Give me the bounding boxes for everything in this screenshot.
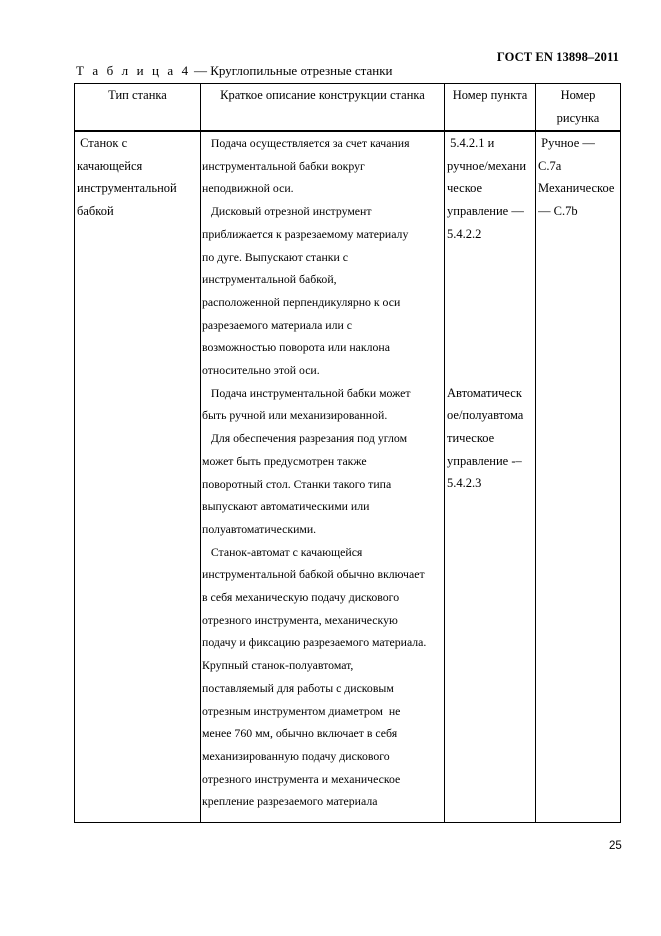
description-line: отрезного инструмента и механическое	[202, 771, 401, 786]
cell-figure-numbers	[536, 131, 621, 823]
description-line: может быть предусмотрен также	[202, 453, 367, 468]
figure-line: С.7а	[538, 158, 562, 173]
table-row	[75, 131, 621, 823]
clause-gap	[447, 246, 535, 382]
description-line: относительно этой оси.	[202, 363, 320, 378]
description-line: разрезаемого материала или с	[202, 317, 352, 332]
cell-description	[201, 131, 445, 823]
description-line: возможностью поворота или наклона	[202, 340, 390, 355]
table-label: Т а б л и ц а 4	[76, 63, 191, 78]
description-line: Для обеспечения разрезания под углом	[202, 431, 408, 446]
description-line: крепление разрезаемого материала	[202, 794, 378, 809]
description-line: Подача осуществляется за счет качания	[202, 136, 410, 150]
cell-clause-numbers	[445, 131, 536, 823]
description-line: инструментальной бабки вокруг	[202, 158, 365, 173]
table-header-row	[75, 84, 621, 132]
figure-line: Ручное —	[538, 136, 595, 150]
clause-line: Автоматическ	[447, 385, 522, 400]
type-line: качающейся	[77, 158, 143, 173]
type-line: инструментальной	[77, 181, 177, 196]
description-line: приближается к разрезаемому материалу	[202, 226, 409, 241]
page-number: 25	[609, 840, 622, 852]
figure-header-line: Номер	[560, 88, 596, 102]
column-header-clause: Номер пункта	[445, 84, 536, 132]
description-line: механизированную подачу дискового	[202, 748, 390, 763]
table-caption	[76, 63, 393, 79]
column-header-type: Тип станка	[75, 84, 201, 132]
machines-table	[74, 83, 621, 823]
description-line: в себя механическую подачу дискового	[202, 590, 400, 605]
caption-separator: —	[190, 63, 211, 78]
description-line: отрезного инструмента, механическую	[202, 612, 398, 627]
document-code: ГОСТ EN 13898–2011	[496, 50, 619, 64]
clause-line: ческое	[447, 181, 483, 196]
clause-line: ручное/механи	[447, 158, 527, 173]
description-line: неподвижной оси.	[202, 181, 294, 196]
figure-line: — С.7b	[538, 204, 578, 219]
clause-line: ое/полуавтома	[447, 408, 524, 423]
description-line: менее 760 мм, обычно включает в себя	[202, 726, 398, 741]
figure-header-line: рисунка	[556, 110, 600, 125]
description-line: отрезным инструментом диаметром не	[202, 703, 401, 718]
clause-line: 5.4.2.1 и	[447, 136, 495, 150]
cell-machine-type	[75, 131, 201, 823]
description-line: полуавтоматическими.	[202, 521, 317, 536]
description-line: быть ручной или механизированной.	[202, 408, 388, 423]
clause-line: управление —	[447, 204, 524, 219]
clause-line: управление -–	[447, 453, 522, 468]
description-line: подачу и фиксацию разрезаемого материала.	[202, 635, 427, 650]
clause-line: 5.4.2.2	[447, 226, 482, 241]
description-line: Дисковый отрезной инструмент	[202, 204, 372, 219]
clause-line: 5.4.2.3	[447, 476, 482, 491]
description-line: инструментальной бабкой обычно включает	[202, 567, 425, 582]
clause-line: тическое	[447, 430, 495, 445]
description-line: инструментальной бабкой,	[202, 272, 337, 287]
description-line: Подача инструментальной бабки может	[202, 385, 411, 400]
description-line: расположенной перпендикулярно к оси	[202, 294, 401, 309]
description-line: поворотный стол. Станки такого типа	[202, 476, 392, 491]
description-line: по дуге. Выпускают станки с	[202, 249, 348, 264]
table-title: Круглопильные отрезные станки	[210, 63, 393, 78]
description-line: Станок-автомат с качающейся	[202, 544, 363, 559]
description-line: выпускают автоматическими или	[202, 499, 370, 514]
column-header-description: Краткое описание конструкции станка	[201, 84, 445, 132]
type-line: бабкой	[77, 204, 114, 219]
description-line: Крупный станок-полуавтомат,	[202, 658, 354, 673]
type-line: Станок с	[77, 136, 128, 150]
figure-line: Механическое	[538, 181, 615, 196]
description-line: поставляемый для работы с дисковым	[202, 680, 394, 695]
column-header-figure	[536, 84, 621, 132]
